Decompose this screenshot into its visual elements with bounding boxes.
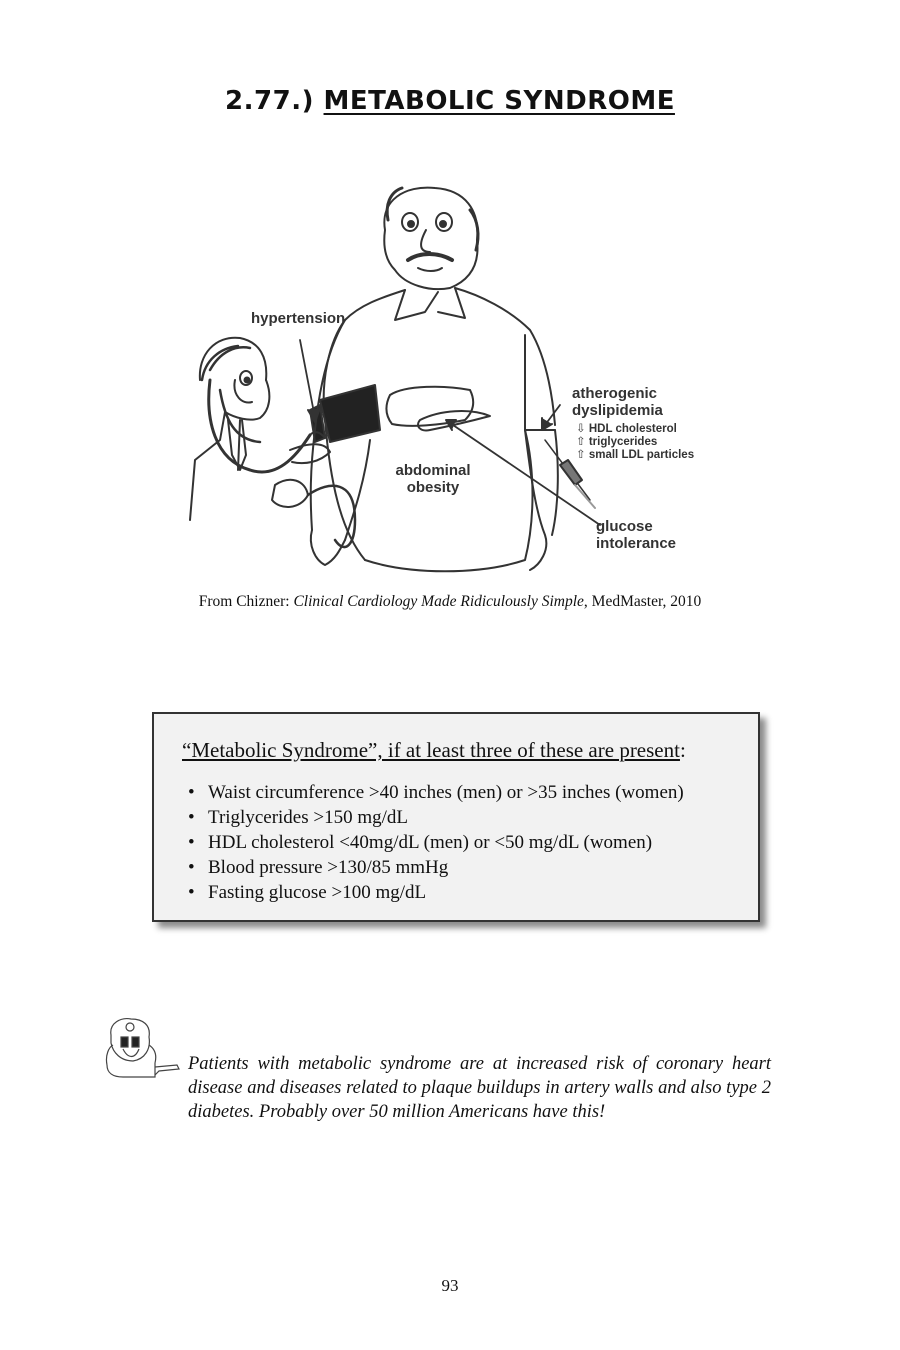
label-glucose-intolerance xyxy=(596,518,676,552)
dyslipidemia-list xyxy=(576,423,694,462)
label-atherogenic-dyslipidemia xyxy=(572,385,663,419)
caption-prefix: From Chizner: xyxy=(198,593,294,610)
label-abdominal-obesity xyxy=(393,462,473,496)
criteria-box xyxy=(152,712,760,922)
label-abdominal: abdominal xyxy=(395,462,471,479)
criteria-item: • Blood pressure >130/85 mmHg xyxy=(188,855,684,880)
up-arrow-icon: ⇧ xyxy=(576,449,586,461)
label-intolerance: intolerance xyxy=(596,535,677,552)
page-number: 93 xyxy=(441,1276,459,1295)
up-arrow-icon: ⇧ xyxy=(576,436,586,448)
caption-book-title: Clinical Cardiology Made Ridiculously Simple xyxy=(293,593,584,610)
dyslipidemia-item: ⇧ triglycerides xyxy=(576,436,658,448)
dyslipidemia-item: ⇩ HDL cholesterol xyxy=(576,423,677,435)
metabolic-syndrome-illustration xyxy=(180,180,720,580)
down-arrow-icon: ⇩ xyxy=(576,423,586,435)
label-hypertension: hypertension xyxy=(251,310,346,327)
dyslipidemia-item: ⇧ small LDL particles xyxy=(576,449,695,461)
doctor-pointing-icon xyxy=(103,1015,183,1081)
criteria-list xyxy=(188,780,684,905)
criteria-heading xyxy=(182,738,686,763)
criteria-item: • HDL cholesterol <40mg/dL (men) or <50 mg/dL (women) xyxy=(188,830,684,855)
criteria-heading-colon: : xyxy=(679,738,686,762)
label-dyslipidemia: dyslipidemia xyxy=(572,402,663,419)
label-glucose: glucose xyxy=(596,518,653,535)
label-atherogenic: atherogenic xyxy=(572,385,658,402)
criteria-item: • Waist circumference >40 inches (men) or >35 inches (women) xyxy=(188,780,684,805)
section-title: METABOLIC SYNDROME xyxy=(323,86,675,116)
page-title xyxy=(0,86,900,116)
section-number: 2.77.) xyxy=(225,86,314,116)
note-text: Patients with metabolic syndrome are at increased risk of coronary heart disease and diseases related to plaque buildups in artery walls and also type 2 diabetes. Probably over 50 million Americans have this! xyxy=(188,1054,771,1122)
figure-caption xyxy=(0,593,900,611)
criteria-heading-text: “Metabolic Syndrome”, if at least three of these are present xyxy=(182,738,680,762)
label-obesity: obesity xyxy=(406,479,460,496)
criteria-item: • Fasting glucose >100 mg/dL xyxy=(188,880,684,905)
caption-suffix: , MedMaster, 2010 xyxy=(583,593,702,610)
criteria-item: • Triglycerides >150 mg/dL xyxy=(188,805,684,830)
